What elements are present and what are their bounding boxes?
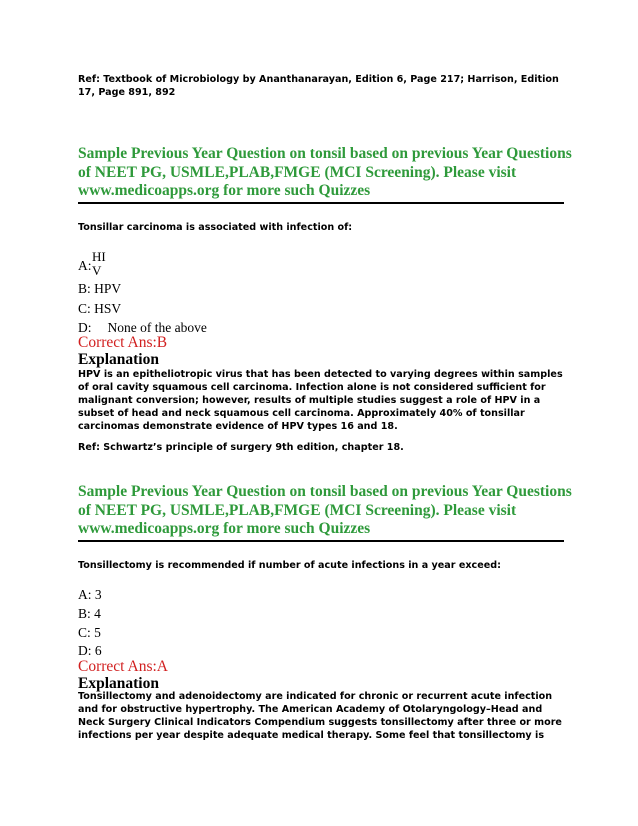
quiz-header-2: Sample Previous Year Question on tonsil based on previous Year Questions of NEET PG, USMLE,PLAB,FMGE (MCI Screening). Please visit www.medicoapps.org for more such Quizzes <box>78 483 572 537</box>
option-a-line2: V <box>92 263 102 278</box>
option-d-2: D: 6 <box>78 643 102 658</box>
question-1: Tonsillar carcinoma is associated with infection of: <box>78 222 353 233</box>
explanation-heading-1: Explanation <box>78 351 159 368</box>
option-a-text-1 <box>92 250 112 278</box>
divider-1 <box>78 202 564 204</box>
option-a-line1: HI <box>92 249 106 264</box>
divider-2 <box>78 540 564 542</box>
option-b-2: B: 4 <box>78 606 101 621</box>
option-c-2: C: 5 <box>78 625 101 640</box>
option-c-1: C: HSV <box>78 301 122 316</box>
reference-top: Ref: Textbook of Microbiology by Ananthanarayan, Edition 6, Page 217; Harrison, Edition 17, Page 891, 892 <box>78 74 559 98</box>
quiz-header-1: Sample Previous Year Question on tonsil based on previous Year Questions of NEET PG, USMLE,PLAB,FMGE (MCI Screening). Please visit www.medicoapps.org for more such Quizzes <box>78 145 572 199</box>
question-2: Tonsillectomy is recommended if number of acute infections in a year exceed: <box>78 560 501 571</box>
option-a-label-1: A: <box>78 258 92 273</box>
option-d-label-1: D: <box>78 320 92 335</box>
option-d-text-1: None of the above <box>107 320 207 335</box>
correct-answer-2: Correct Ans:A <box>78 658 168 675</box>
reference-1: Ref: Schwartz’s principle of surgery 9th edition, chapter 18. <box>78 442 404 453</box>
explanation-heading-2: Explanation <box>78 675 159 692</box>
explanation-text-2: Tonsillectomy and adenoidectomy are indicated for chronic or recurrent acute infection and for obstructive hypertrophy. The American Academy of Otolaryngology–Head and Neck Surgery Clinical Indicators Compendium suggests tonsillectomy after three or more infections per year despite adequate medical therapy. Some feel that tonsillectomy is <box>78 691 562 741</box>
option-a-2: A: 3 <box>78 587 102 602</box>
correct-answer-1: Correct Ans:B <box>78 334 168 351</box>
explanation-text-1: HPV is an epitheliotropic virus that has been detected to varying degrees within samples of oral cavity squamous cell carcinoma. Infection alone is not considered sufficient for malignant conversion; however, results of multiple studies suggest a role of HPV in a subset of head and neck squamous cell carcinoma. Approximately 40% of tonsillar carcinomas demonstrate evidence of HPV types 16 and 18. <box>78 369 563 432</box>
option-b-1: B: HPV <box>78 281 122 296</box>
